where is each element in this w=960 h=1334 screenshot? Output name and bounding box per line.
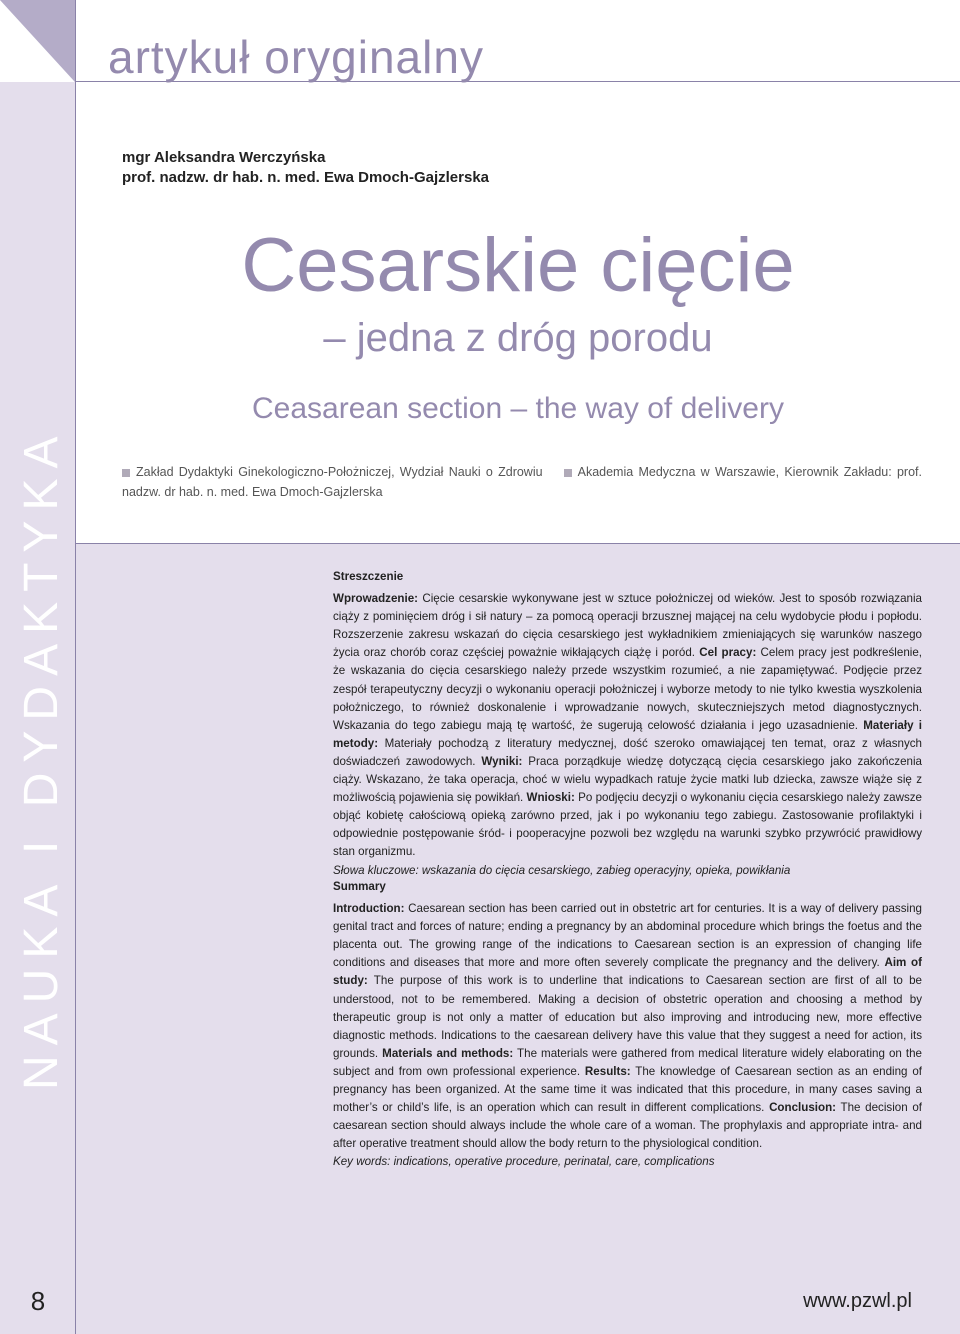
corner-triangle xyxy=(0,0,75,82)
affiliation-part2: Akademia Medyczna w Warszawie, Kierownik Zakładu: prof. nadzw. dr hab. n. med. Ewa Dmoch-Gajzlerska xyxy=(122,465,922,499)
label-results: Wyniki: xyxy=(481,754,523,768)
label-intro: Wprowadzenie: xyxy=(333,592,419,606)
text-conclusions: Po podjęciu decyzji o wykonaniu cięcia cesarskiego należy zawsze objąć kobietę całościową opieką zarówno przed, jak i po wykonaniu tego zabiegu. Zastosowanie profilaktyki i odpowiednie postępowanie śród- i pooperacyjne pozwoli bez względu na warunki szybko przywrócić prawidłowy stan organizmu. xyxy=(333,791,922,859)
keywords: Słowa kluczowe: wskazania do cięcia cesarskiego, zabieg operacyjny, opieka, powikłania xyxy=(333,863,791,877)
text-results: The knowledge of Caesarean section as an ending of pregnancy has been organized. At the same time it was indicated that this procedure, in many cases saving a mother’s or child’s life, is an operation which can result in different complications. xyxy=(333,1064,922,1115)
keywords: Key words: indications, operative procedure, perinatal, care, complications xyxy=(333,1155,715,1169)
article-title: Cesarskie cięcie xyxy=(241,223,795,308)
label-conclusions: Conclusion: xyxy=(769,1101,837,1115)
label-aim: Cel pracy: xyxy=(699,646,757,660)
label-results: Results: xyxy=(584,1064,631,1078)
label-aim: Aim of study: xyxy=(333,956,922,988)
author-1: mgr Aleksandra Werczyńska xyxy=(122,149,326,166)
text-methods: The materials were gathered from medical literature widely elaborating on the subject and from own professional experience. xyxy=(333,1046,922,1078)
text-aim: Celem pracy jest podkreślenie, że wskazania do cięcia cesarskiego należy przede wszystkim rozumieć, a nie zapamiętywać. Podjęcie przez zespół terapeutyczny decyzji o wykonaniu operacji położniczej i wyborze metody to nie tylko kwestia wyszkolenia położniczego, to również doskonalenie i wprowadzanie nowych, skuteczniejszych metod diagnostycznych. Wskazania do tego zabiegu mają tę wartość, że sugerują celowość działania i jego uzasadnienie. xyxy=(333,646,923,732)
website-link[interactable]: www.pzwl.pl xyxy=(803,1290,912,1312)
text-results: Praca porządkuje wiedzę dotyczącą cięcia cesarskiego jako zakończenia ciąży. Wskazano, że taka operacja, choć w wielu wypadkach ratuje życie matki lub dziecka, zawsze wiąże się z możliwością pojawienia się powikłań. xyxy=(333,754,922,805)
article-subtitle: – jedna z dróg porodu xyxy=(323,316,713,360)
bullet-square-icon xyxy=(122,469,130,477)
affiliation-part1: Zakład Dydaktyki Ginekologiczno-Położniczej, Wydział Nauki o Zdrowiu xyxy=(136,465,543,479)
label-conclusions: Wnioski: xyxy=(526,791,575,805)
label-methods: Materials and methods: xyxy=(382,1046,514,1060)
authors xyxy=(122,148,489,188)
text-aim: The purpose of this work is to underline that indications to Caesarean section are first of all to be understood, not to be remembered. Making a decision of obstetric operation and choosing a method by therapeutic group is not only a matter of education but also improving and introducing new, more effective diagnostic methods. Indications to the caesarean delivery have this value that they suggest a need for action, its grounds. xyxy=(333,974,922,1060)
text-conclusions: The decision of caesarean section should always include the whole care of a woman. The prophylaxis and appropriate intra- and after operative treatment should allow the body return to the physiological condition. xyxy=(333,1101,922,1151)
abstract-heading: Streszczenie xyxy=(333,570,404,583)
bullet-square-icon xyxy=(564,469,572,477)
abstract-heading: Summary xyxy=(333,880,386,893)
page-number: 8 xyxy=(30,1286,46,1316)
article-english-title: Ceasarean section – the way of delivery xyxy=(252,392,784,425)
abstract-polish xyxy=(333,568,922,880)
text-intro: Cięcie cesarskie wykonywane jest w sztuce położniczej od wieków. Jest to sposób rozwiązania ciąży z pominięciem dróg i sił natury – za pomocą operacji brzusznej mającej na celu wydobycie płodu i popłodu. Rozszerzenie zakresu wskazań do cięcia cesarskiego jest wykładnikiem zmieniających się warunków naszego życia oraz chorób coraz częściej poważnie wikłających ciążę i poród. xyxy=(333,592,922,660)
affiliation xyxy=(122,462,922,502)
label-methods: Materiały i metody: xyxy=(333,718,922,750)
author-2: prof. nadzw. dr hab. n. med. Ewa Dmoch-Gajzlerska xyxy=(122,169,490,186)
section-label: artykuł oryginalny xyxy=(108,31,484,83)
abstract-english xyxy=(333,878,922,1172)
label-intro: Introduction: xyxy=(333,902,405,916)
text-methods: Materiały pochodzą z literatury medycznej, dość szeroko omawiającej ten temat, oraz z własnych doświadczeń zawodowych. xyxy=(333,736,922,768)
abstract-body xyxy=(333,900,922,1153)
vertical-section-label: NAUKA I DYDAKTYKA xyxy=(15,426,68,1090)
text-intro: Caesarean section has been carried out in obstetric art for centuries. It is a way of delivery passing genital tract and forces of nature; ending a pregnancy by an abdominal procedure which brings the foetus and the placenta out. The growing range of the indications to Caesarean section is an expression of changing life conditions and diseases that more and more often severely complicate the pregnancy and the delivery. xyxy=(333,902,922,970)
abstract-body xyxy=(333,590,922,861)
